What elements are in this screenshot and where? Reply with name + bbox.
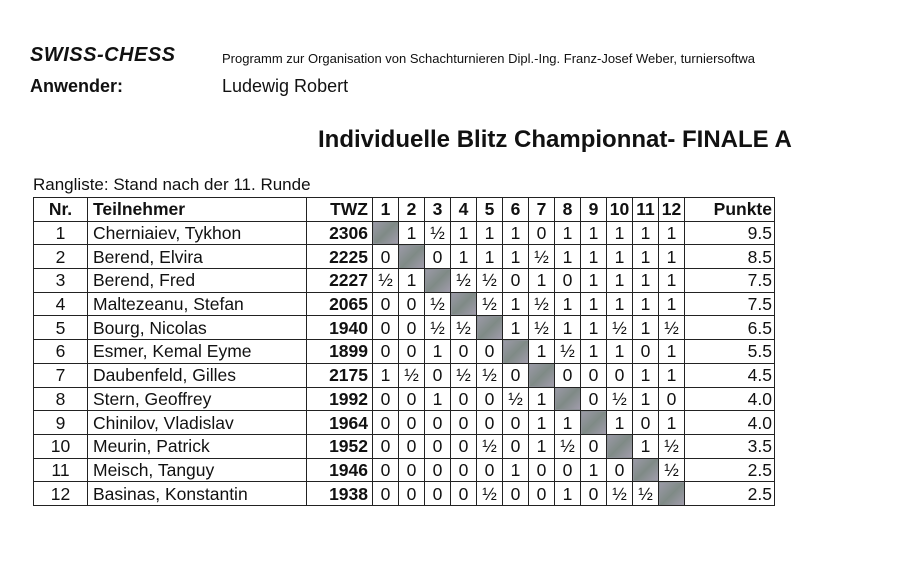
points-cell: 6.5	[685, 316, 775, 340]
result-cell: 0	[477, 340, 503, 364]
result-cell: ½	[659, 316, 685, 340]
result-cell: 0	[399, 411, 425, 435]
result-cell: 1	[659, 221, 685, 245]
rating-cell: 2227	[307, 269, 373, 293]
table-row	[34, 458, 775, 482]
self-pairing-cell	[425, 269, 451, 293]
result-cell: 1	[555, 482, 581, 506]
result-cell: 0	[399, 434, 425, 458]
result-cell: ½	[477, 482, 503, 506]
self-pairing-cell	[399, 245, 425, 269]
result-cell: 0	[477, 387, 503, 411]
table-row	[34, 269, 775, 293]
rating-cell: 2306	[307, 221, 373, 245]
page-title: Individuelle Blitz Championnat- FINALE A	[318, 126, 792, 153]
rank-cell: 12	[34, 482, 88, 506]
points-cell: 9.5	[685, 221, 775, 245]
rating-cell: 1938	[307, 482, 373, 506]
table-row	[34, 292, 775, 316]
player-name-cell: Maltezeanu, Stefan	[88, 292, 307, 316]
result-cell: 0	[373, 245, 399, 269]
result-cell: 0	[581, 434, 607, 458]
result-cell: 1	[555, 411, 581, 435]
result-cell: 1	[529, 340, 555, 364]
result-cell: ½	[477, 434, 503, 458]
column-header-points: Punkte	[685, 198, 775, 222]
table-row	[34, 434, 775, 458]
table-row	[34, 340, 775, 364]
result-cell: ½	[477, 363, 503, 387]
result-cell: ½	[555, 340, 581, 364]
player-name-cell: Stern, Geoffrey	[88, 387, 307, 411]
result-cell: 0	[581, 363, 607, 387]
result-cell: 1	[477, 245, 503, 269]
result-cell: 1	[451, 221, 477, 245]
rating-cell: 2065	[307, 292, 373, 316]
user-name: Ludewig Robert	[222, 76, 349, 96]
column-header-round: 1	[373, 198, 399, 222]
result-cell: 1	[633, 269, 659, 293]
points-cell: 2.5	[685, 458, 775, 482]
result-cell: 0	[659, 387, 685, 411]
result-cell: ½	[607, 387, 633, 411]
result-cell: 0	[503, 482, 529, 506]
result-cell: 0	[529, 221, 555, 245]
result-cell: 1	[633, 434, 659, 458]
result-cell: 0	[477, 411, 503, 435]
rank-cell: 10	[34, 434, 88, 458]
result-cell: 1	[607, 245, 633, 269]
result-cell: 1	[659, 292, 685, 316]
rank-cell: 5	[34, 316, 88, 340]
crosstable	[33, 197, 775, 506]
result-cell: 1	[659, 245, 685, 269]
result-cell: ½	[529, 245, 555, 269]
column-header-round: 8	[555, 198, 581, 222]
result-cell: 1	[581, 269, 607, 293]
result-cell: 0	[373, 411, 399, 435]
rank-cell: 7	[34, 363, 88, 387]
result-cell: ½	[451, 363, 477, 387]
result-cell: 0	[425, 363, 451, 387]
points-cell: 4.0	[685, 387, 775, 411]
result-cell: 1	[555, 221, 581, 245]
result-cell: 1	[581, 292, 607, 316]
table-row	[34, 482, 775, 506]
result-cell: 0	[399, 316, 425, 340]
result-cell: 1	[633, 245, 659, 269]
result-cell: ½	[373, 269, 399, 293]
result-cell: 0	[607, 363, 633, 387]
result-cell: 1	[659, 411, 685, 435]
player-name-cell: Chinilov, Vladislav	[88, 411, 307, 435]
result-cell: 1	[581, 221, 607, 245]
result-cell: 0	[503, 411, 529, 435]
result-cell: ½	[451, 269, 477, 293]
player-name-cell: Cherniaiev, Tykhon	[88, 221, 307, 245]
rank-cell: 3	[34, 269, 88, 293]
result-cell: 1	[529, 411, 555, 435]
result-cell: 1	[633, 316, 659, 340]
table-row	[34, 387, 775, 411]
app-description: Programm zur Organisation von Schachturnieren Dipl.-Ing. Franz-Josef Weber, turniersoftwa	[222, 51, 755, 66]
self-pairing-cell	[529, 363, 555, 387]
result-cell: 0	[529, 482, 555, 506]
column-header-round: 11	[633, 198, 659, 222]
column-header-twz: TWZ	[307, 198, 373, 222]
player-name-cell: Meurin, Patrick	[88, 434, 307, 458]
result-cell: ½	[503, 387, 529, 411]
result-cell: 1	[425, 387, 451, 411]
self-pairing-cell	[633, 458, 659, 482]
self-pairing-cell	[581, 411, 607, 435]
result-cell: 0	[399, 292, 425, 316]
player-name-cell: Berend, Fred	[88, 269, 307, 293]
result-cell: 1	[633, 387, 659, 411]
result-cell: 0	[451, 434, 477, 458]
points-cell: 8.5	[685, 245, 775, 269]
self-pairing-cell	[659, 482, 685, 506]
header-row	[34, 198, 775, 222]
points-cell: 4.5	[685, 363, 775, 387]
result-cell: 0	[633, 340, 659, 364]
column-header-round: 4	[451, 198, 477, 222]
table-row	[34, 221, 775, 245]
self-pairing-cell	[555, 387, 581, 411]
result-cell: ½	[425, 292, 451, 316]
table-row	[34, 245, 775, 269]
column-header-round: 12	[659, 198, 685, 222]
points-cell: 7.5	[685, 292, 775, 316]
column-header-round: 3	[425, 198, 451, 222]
result-cell: 1	[529, 269, 555, 293]
rank-cell: 8	[34, 387, 88, 411]
points-cell: 5.5	[685, 340, 775, 364]
self-pairing-cell	[477, 316, 503, 340]
column-header-round: 7	[529, 198, 555, 222]
result-cell: 1	[503, 292, 529, 316]
result-cell: ½	[399, 363, 425, 387]
result-cell: 0	[373, 482, 399, 506]
result-cell: 0	[451, 387, 477, 411]
column-header-round: 6	[503, 198, 529, 222]
rating-cell: 1940	[307, 316, 373, 340]
rank-cell: 6	[34, 340, 88, 364]
result-cell: 1	[555, 245, 581, 269]
self-pairing-cell	[503, 340, 529, 364]
result-cell: 0	[399, 482, 425, 506]
result-cell: 0	[581, 482, 607, 506]
result-cell: 0	[451, 482, 477, 506]
app-name: SWISS-CHESS	[30, 44, 176, 66]
result-cell: 0	[555, 458, 581, 482]
result-cell: 1	[607, 292, 633, 316]
rank-cell: 2	[34, 245, 88, 269]
result-cell: 0	[425, 245, 451, 269]
result-cell: 0	[399, 387, 425, 411]
standings-subtitle: Rangliste: Stand nach der 11. Runde	[33, 175, 311, 194]
column-header-nr: Nr.	[34, 198, 88, 222]
result-cell: 1	[581, 458, 607, 482]
result-cell: 0	[555, 363, 581, 387]
rank-cell: 11	[34, 458, 88, 482]
result-cell: ½	[451, 316, 477, 340]
column-header-round: 5	[477, 198, 503, 222]
rating-cell: 2175	[307, 363, 373, 387]
result-cell: 1	[503, 245, 529, 269]
result-cell: 0	[451, 458, 477, 482]
result-cell: 0	[503, 434, 529, 458]
result-cell: 0	[399, 340, 425, 364]
result-cell: 1	[425, 340, 451, 364]
column-header-round: 10	[607, 198, 633, 222]
result-cell: ½	[477, 292, 503, 316]
table-row	[34, 411, 775, 435]
result-cell: 1	[607, 221, 633, 245]
result-cell: 0	[373, 340, 399, 364]
result-cell: ½	[529, 316, 555, 340]
user-label: Anwender:	[30, 76, 124, 96]
result-cell: 0	[425, 434, 451, 458]
result-cell: 1	[581, 316, 607, 340]
rating-cell: 2225	[307, 245, 373, 269]
result-cell: ½	[659, 458, 685, 482]
result-cell: 0	[581, 387, 607, 411]
rating-cell: 1946	[307, 458, 373, 482]
points-cell: 2.5	[685, 482, 775, 506]
result-cell: 0	[399, 458, 425, 482]
player-name-cell: Basinas, Konstantin	[88, 482, 307, 506]
result-cell: ½	[659, 434, 685, 458]
points-cell: 3.5	[685, 434, 775, 458]
player-name-cell: Daubenfeld, Gilles	[88, 363, 307, 387]
result-cell: ½	[529, 292, 555, 316]
result-cell: 1	[633, 292, 659, 316]
player-name-cell: Bourg, Nicolas	[88, 316, 307, 340]
result-cell: 1	[373, 363, 399, 387]
result-cell: 0	[373, 387, 399, 411]
result-cell: 1	[607, 340, 633, 364]
result-cell: 1	[659, 269, 685, 293]
rating-cell: 1899	[307, 340, 373, 364]
column-header-name: Teilnehmer	[88, 198, 307, 222]
result-cell: 1	[477, 221, 503, 245]
table-row	[34, 363, 775, 387]
rating-cell: 1992	[307, 387, 373, 411]
rating-cell: 1952	[307, 434, 373, 458]
result-cell: 1	[659, 363, 685, 387]
result-cell: 0	[503, 363, 529, 387]
result-cell: 0	[373, 292, 399, 316]
result-cell: 1	[633, 221, 659, 245]
result-cell: 0	[607, 458, 633, 482]
result-cell: 0	[451, 411, 477, 435]
result-cell: 1	[581, 340, 607, 364]
self-pairing-cell	[451, 292, 477, 316]
column-header-round: 2	[399, 198, 425, 222]
result-cell: 1	[399, 269, 425, 293]
result-cell: 1	[555, 292, 581, 316]
result-cell: 1	[555, 316, 581, 340]
player-name-cell: Meisch, Tanguy	[88, 458, 307, 482]
result-cell: 0	[373, 434, 399, 458]
table-row	[34, 316, 775, 340]
result-cell: 1	[503, 316, 529, 340]
result-cell: 1	[529, 387, 555, 411]
result-cell: 1	[607, 411, 633, 435]
result-cell: 0	[373, 316, 399, 340]
result-cell: 1	[503, 458, 529, 482]
result-cell: 0	[503, 269, 529, 293]
rank-cell: 1	[34, 221, 88, 245]
points-cell: 7.5	[685, 269, 775, 293]
result-cell: 1	[633, 363, 659, 387]
result-cell: 0	[425, 411, 451, 435]
result-cell: 1	[529, 434, 555, 458]
result-cell: ½	[425, 316, 451, 340]
result-cell: 1	[581, 245, 607, 269]
result-cell: 0	[555, 269, 581, 293]
result-cell: 0	[373, 458, 399, 482]
result-cell: 0	[529, 458, 555, 482]
player-name-cell: Esmer, Kemal Eyme	[88, 340, 307, 364]
rank-cell: 9	[34, 411, 88, 435]
rank-cell: 4	[34, 292, 88, 316]
result-cell: ½	[425, 221, 451, 245]
result-cell: 1	[607, 269, 633, 293]
result-cell: ½	[633, 482, 659, 506]
result-cell: 0	[477, 458, 503, 482]
player-name-cell: Berend, Elvira	[88, 245, 307, 269]
result-cell: 0	[425, 482, 451, 506]
column-header-round: 9	[581, 198, 607, 222]
result-cell: 0	[633, 411, 659, 435]
result-cell: 1	[659, 340, 685, 364]
rating-cell: 1964	[307, 411, 373, 435]
points-cell: 4.0	[685, 411, 775, 435]
result-cell: 1	[399, 221, 425, 245]
result-cell: ½	[477, 269, 503, 293]
result-cell: ½	[607, 316, 633, 340]
result-cell: 0	[451, 340, 477, 364]
result-cell: 0	[425, 458, 451, 482]
result-cell: ½	[555, 434, 581, 458]
result-cell: 1	[451, 245, 477, 269]
result-cell: 1	[503, 221, 529, 245]
self-pairing-cell	[607, 434, 633, 458]
self-pairing-cell	[373, 221, 399, 245]
result-cell: ½	[607, 482, 633, 506]
